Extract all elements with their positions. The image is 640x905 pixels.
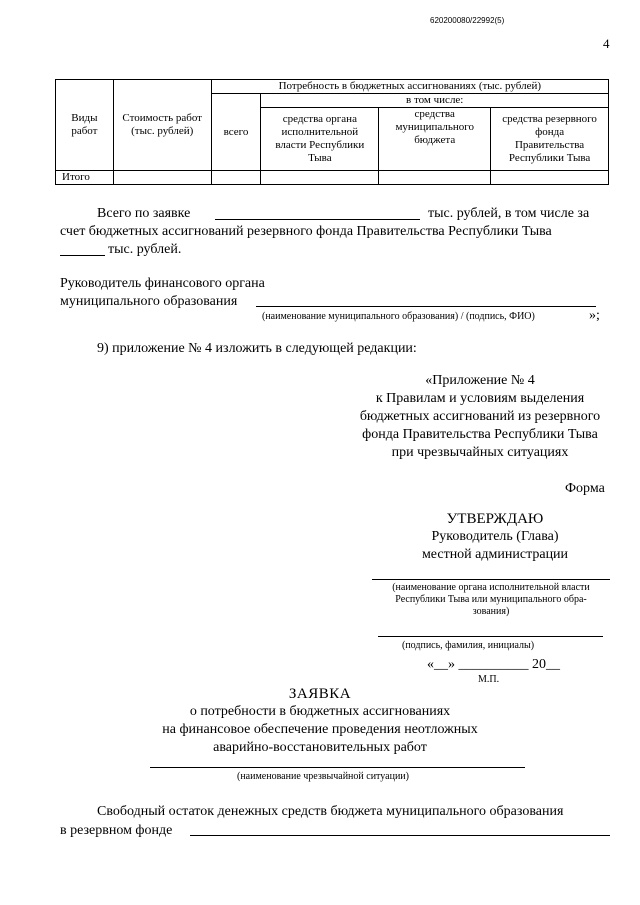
org-caption: (наименование органа исполнительной власти Республики Тыва или муниципального обра- зования) <box>392 582 590 617</box>
page-number: 4 <box>603 36 610 51</box>
stamp-label: М.П. <box>478 674 500 685</box>
table-cell <box>379 171 491 185</box>
table-cell <box>113 171 211 185</box>
org-line <box>372 579 610 580</box>
form-title: ЗАЯВКА <box>288 686 352 702</box>
form-subtitle: о потребности в бюджетных ассигнованиях на финансовое обеспечение проведения неотложных аварийно-восстановительных работ <box>162 704 478 755</box>
balance-line <box>190 835 610 836</box>
budget-table <box>55 79 609 185</box>
header-col-need: Потребность в бюджетных ассигнованиях (тыс. рублей) <box>211 80 608 94</box>
header-col-cost: Стоимость работ (тыс. рублей) <box>113 80 211 171</box>
header-col-reserve: средства резервного фонда Правительства Республики Тыва <box>491 108 609 171</box>
item-9: 9) приложение № 4 изложить в следующей редакции: <box>97 341 417 356</box>
table-cell <box>211 171 261 185</box>
header-col-exec: средства органа исполнительной власти Республики Тыва <box>261 108 379 171</box>
approval-date: «__» __________ 20__ <box>427 657 560 672</box>
total-reserve-text: счет бюджетных ассигнований резервного фонда Правительства Республики Тыва <box>60 224 552 239</box>
header-col-total: всего <box>211 94 261 171</box>
table-cell <box>261 171 379 185</box>
head-caption-end: »; <box>589 308 600 323</box>
total-row-label: Итого <box>56 171 114 185</box>
head-caption: (наименование муниципального образования) / (подпись, ФИО) <box>262 311 535 322</box>
emergency-line <box>150 767 525 768</box>
header-col-muni: средства муниципального бюджета <box>379 108 491 171</box>
reserve-unit: тыс. рублей. <box>108 242 182 257</box>
signature-line <box>378 636 603 637</box>
header-col-including: в том числе: <box>261 94 609 108</box>
total-blank <box>215 219 420 220</box>
balance-text: Свободный остаток денежных средств бюджета муниципального образования <box>97 804 564 819</box>
header-col-types: Виды работ <box>56 80 114 171</box>
document-id: 620200080/22992(5) <box>430 16 505 25</box>
appendix-header: «Приложение № 4 к Правилам и условиям выделения бюджетных ассигнований из резервного фонда Правительства Республики Тыва при чрезвычайных ситуациях <box>359 373 601 460</box>
head-title-line2: муниципального образования <box>60 294 238 309</box>
table-cell <box>491 171 609 185</box>
form-label: Форма <box>565 481 605 496</box>
total-label: Всего по заявке <box>97 206 191 221</box>
approval-block: УТВЕРЖДАЮ Руководитель (Глава) местной администрации <box>421 511 569 562</box>
balance-label: в резервном фонде <box>60 823 173 838</box>
total-unit: тыс. рублей, в том числе за <box>428 206 590 221</box>
signature-caption: (подпись, фамилия, инициалы) <box>402 640 535 651</box>
head-signature-line <box>256 306 596 307</box>
reserve-blank <box>60 255 105 256</box>
emergency-caption: (наименование чрезвычайной ситуации) <box>237 771 409 782</box>
head-title-line1: Руководитель финансового органа <box>60 276 265 291</box>
